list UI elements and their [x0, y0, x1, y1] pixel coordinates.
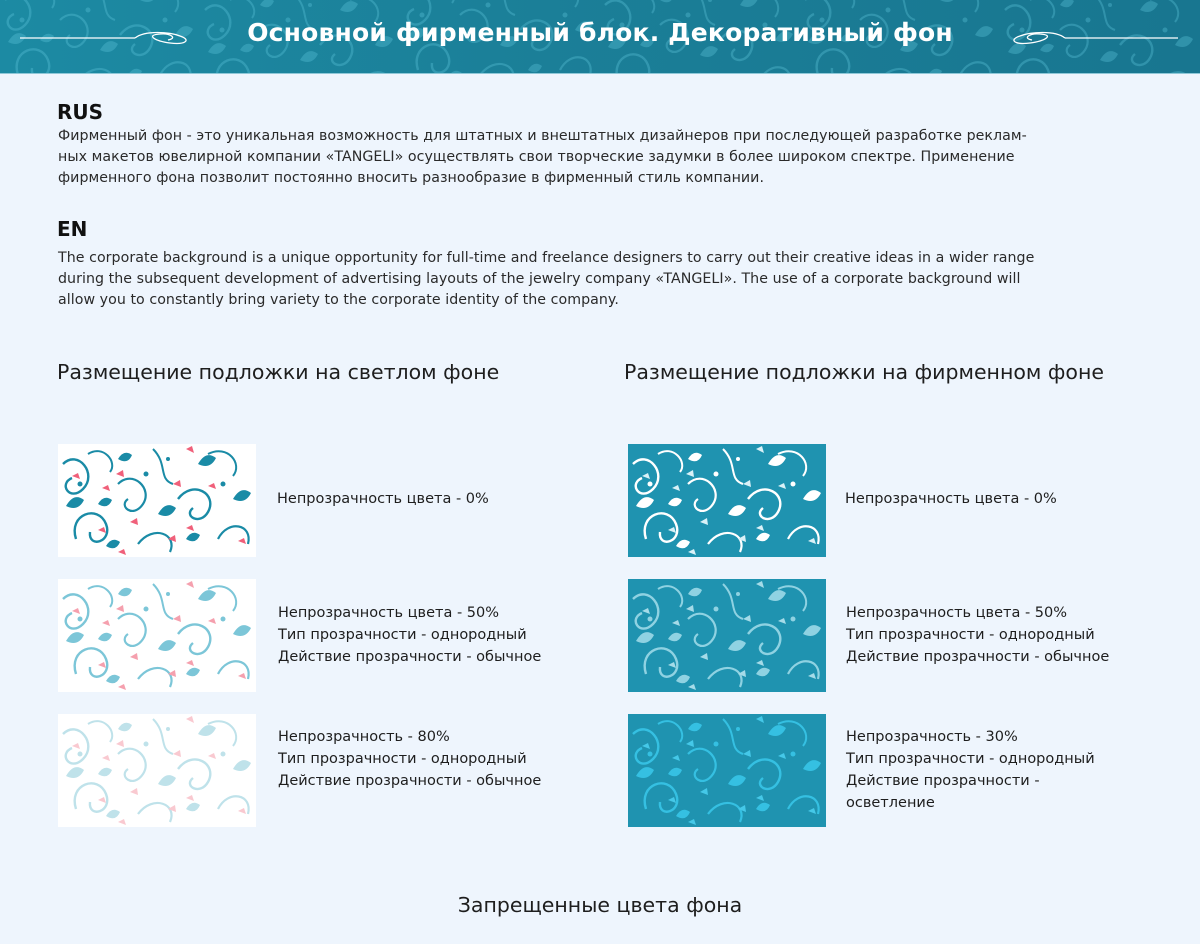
light-desc-2 — [278, 726, 541, 792]
rus-line: фирменного фона позволит постоянно вносить разнообразие в фирменный стиль компании. — [58, 170, 765, 186]
desc-line: Тип прозрачности - однородный — [846, 751, 1095, 767]
desc-line: осветление — [846, 795, 935, 811]
desc-line: Непрозрачность цвета - 50% — [846, 605, 1068, 621]
desc-line: Действие прозрачности - — [846, 773, 1040, 789]
desc-line: Непрозрачность цвета - 0% — [845, 491, 1057, 507]
desc-line: Действие прозрачности - обычное — [278, 773, 542, 789]
rus-heading: RUS — [57, 100, 104, 124]
header-banner — [0, 0, 1200, 74]
swatch-light-opacity-0 — [58, 444, 256, 557]
desc-line: Непрозрачность - 80% — [278, 729, 450, 745]
rus-paragraph — [58, 126, 1148, 189]
page-title: Основной фирменный блок. Декоративный фон — [247, 18, 953, 47]
desc-line: Непрозрачность цвета - 50% — [278, 605, 500, 621]
light-desc-1 — [278, 602, 541, 668]
forbidden-colors-title: Запрещенные цвета фона — [457, 893, 743, 917]
en-heading: EN — [57, 217, 88, 241]
light-background-title: Размещение подложки на светлом фоне — [57, 360, 500, 384]
en-line: during the subsequent development of advertising layouts of the jewelry company «TANGELI». The use of a corporate background will — [58, 271, 1021, 287]
en-line: allow you to constantly bring variety to the corporate identity of the company. — [58, 292, 619, 308]
en-line: The corporate background is a unique opportunity for full-time and freelance designers to carry out their creative ideas in a wider range — [58, 250, 1035, 266]
swatch-light-opacity-50 — [58, 579, 256, 692]
swatch-brand-opacity-50 — [628, 579, 826, 692]
rus-line: Фирменный фон - это уникальная возможность для штатных и внештатных дизайнеров при последующей разработке реклам- — [58, 128, 1027, 144]
swatch-light-opacity-80 — [58, 714, 256, 827]
swatch-brand-opacity-0 — [628, 444, 826, 557]
en-paragraph — [58, 248, 1148, 311]
desc-line: Тип прозрачности - однородный — [278, 627, 527, 643]
desc-line: Тип прозрачности - однородный — [278, 751, 527, 767]
rus-line: ных макетов ювелирной компании «TANGELI» осуществлять свои творческие задумки в более широком спектре. Применение — [58, 149, 1015, 165]
desc-line: Непрозрачность - 30% — [846, 729, 1018, 745]
desc-line: Действие прозрачности - обычное — [278, 649, 542, 665]
brand-desc-1 — [846, 602, 1109, 668]
brand-background-title: Размещение подложки на фирменном фоне — [624, 360, 1104, 384]
swatch-brand-opacity-30 — [628, 714, 826, 827]
desc-line: Тип прозрачности - однородный — [846, 627, 1095, 643]
light-desc-0 — [277, 488, 489, 510]
desc-line: Непрозрачность цвета - 0% — [277, 491, 489, 507]
flourish-right-icon — [1000, 28, 1178, 48]
desc-line: Действие прозрачности - обычное — [846, 649, 1110, 665]
brand-desc-0 — [845, 488, 1057, 510]
brand-desc-2 — [846, 726, 1095, 814]
